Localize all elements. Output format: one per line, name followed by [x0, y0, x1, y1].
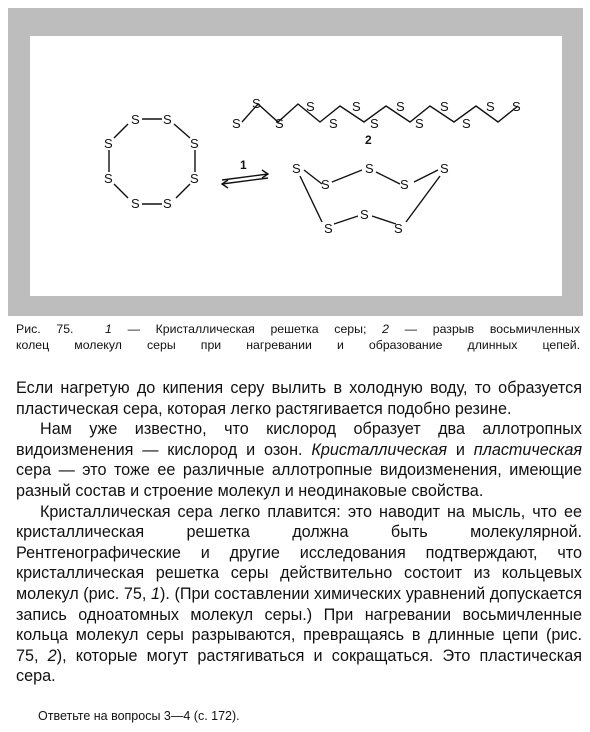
ring-atom: S [131, 112, 140, 127]
figure-caption [16, 321, 580, 353]
answer-questions-note: Ответьте на вопросы 3—4 (с. 172). [38, 709, 240, 723]
p2-text-b: и [447, 440, 474, 459]
body-text [16, 378, 582, 687]
crown-atom: S [321, 177, 330, 192]
paragraph-1: Если нагретую до кипения серу вылить в холодную воду, то образуется пластическая сера, которая легко растягивается подобно резине. [16, 379, 582, 418]
ring-atom: S [163, 112, 172, 127]
ring-atom: S [131, 196, 140, 211]
chain-atom: S [396, 99, 405, 114]
caption-fig-ref: Рис. 75. [16, 322, 74, 336]
equilibrium-arrow [222, 158, 268, 188]
crown-atom: S [400, 177, 409, 192]
paragraph-3 [16, 502, 582, 687]
crown-atom: S [292, 161, 301, 176]
p2-text-a: Нам уже известно, что кислород образует два аллотропных видоизменения — кислород и озон. [16, 420, 582, 459]
p2-italic-plastic: пластическая [473, 440, 582, 459]
s-chain [232, 96, 521, 147]
chain-atom: S [440, 99, 449, 114]
ring-atom: S [190, 136, 199, 151]
p3-text-a: Кристаллическая сера легко плавится: это наводит на мысль, что ее кристаллическая решетка должна быть молекулярной. Рентгенографические и другие исследования подтверждают, что кристаллическая решетка серы действительно состоит из кольцевых молекул (рис. 75, [16, 502, 582, 603]
chain-atom: S [486, 99, 495, 114]
crown-atom: S [324, 221, 333, 236]
p2-italic-crystalline: Кристаллическая [311, 440, 447, 459]
caption-num-2: 2 [382, 322, 389, 336]
chain-atom: S [306, 99, 315, 114]
p3-ref-2: 2 [47, 646, 57, 665]
sulfur-structures-diagram [30, 36, 562, 296]
chain-atom: S [462, 116, 471, 131]
chain-atom: S [512, 99, 521, 114]
crown-atom: S [440, 161, 449, 176]
p2-text-c: сера — это тоже ее различные аллотропные видоизменения, имеющие разный состав и строение молекул и неодинаковые свойства. [16, 461, 582, 500]
ring-atom: S [190, 171, 199, 186]
p3-text-c: ), которые могут растягиваться и сокращаться. Это пластическая сера. [16, 646, 582, 686]
p3-text-b: ). (При составлении химических уравнений допускается запись одноатомных молекул серы.) При нагревании восьмичленные кольца молекул серы разрываются, превращаясь в длинные цепи (рис. 75, [16, 584, 582, 665]
chain-atom: S [275, 116, 284, 131]
caption-num-1: 1 [104, 322, 112, 336]
paragraph-2 [16, 419, 582, 501]
crown-atom: S [360, 207, 369, 222]
figure-frame [8, 8, 583, 316]
caption-line-2: колец молекул серы при нагревании и образование длинных цепей. [16, 338, 580, 352]
figure-panel [30, 36, 562, 296]
ring-atom: S [104, 136, 113, 151]
caption-line-1 [16, 321, 580, 337]
chain-atom: S [352, 99, 361, 114]
chain-atom: S [252, 96, 261, 111]
chain-atom: S [232, 116, 241, 131]
caption-part-2: — разрыв восьмичленных [388, 322, 580, 336]
caption-part-1: — Кристаллическая решетка серы; [111, 322, 383, 336]
crown-atom: S [365, 161, 374, 176]
s8-crown [292, 161, 449, 236]
ring-atom: S [163, 196, 172, 211]
s8-ring [104, 112, 199, 211]
p3-ref-1: 1 [150, 584, 160, 603]
chain-atom: S [415, 116, 424, 131]
ring-atom: S [104, 171, 113, 186]
arrow-label-1: 1 [240, 158, 247, 172]
chain-label-2: 2 [365, 133, 372, 147]
chain-atom: S [329, 116, 338, 131]
crown-atom: S [394, 221, 403, 236]
chain-atom: S [370, 116, 379, 131]
